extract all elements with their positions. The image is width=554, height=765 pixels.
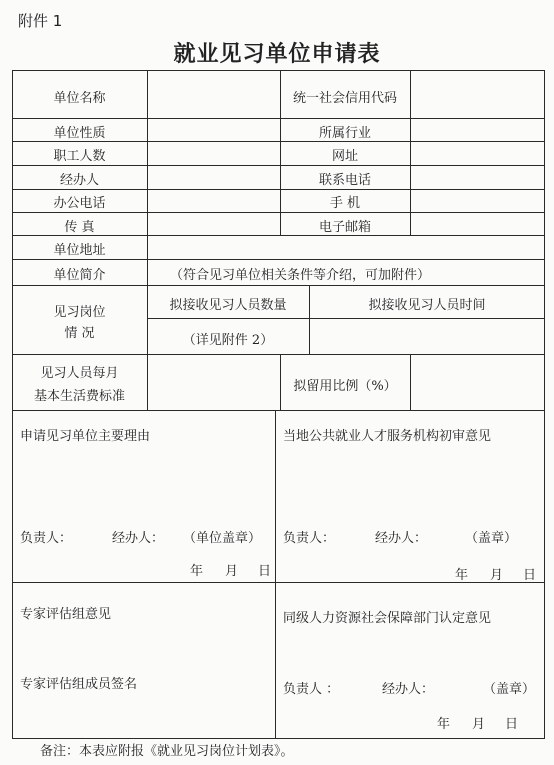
- footnote: 备注：本表应附报《就业见习岗位计划表》。: [40, 744, 294, 759]
- unit-nature-label: 单位性质: [53, 126, 106, 141]
- reason-day: 日: [258, 564, 272, 579]
- intro-label: 单位简介: [53, 268, 106, 283]
- retention-ratio-label: 拟留用比例（%）: [293, 379, 397, 394]
- row-rule: [12, 189, 545, 190]
- credit-code-label: 统一社会信用代码: [292, 91, 397, 106]
- office-phone-label: 办公电话: [53, 196, 106, 211]
- reason-responsible: 负责人：: [20, 531, 73, 546]
- hr-month: 月: [472, 717, 486, 732]
- reason-handler: 经办人：: [112, 531, 165, 546]
- hr-handler: 经办人：: [382, 682, 435, 697]
- table-border-bottom: [12, 738, 545, 739]
- local-handler: 经办人：: [375, 531, 428, 546]
- hr-section-title: 同级人力资源社会保障部门认定意见: [283, 611, 492, 626]
- hr-responsible: 负责人 ：: [283, 682, 340, 697]
- table-border-top: [12, 70, 545, 71]
- col-rule: [410, 354, 411, 410]
- local-day: 日: [523, 568, 537, 583]
- row-rule: [147, 318, 545, 319]
- handler-label: 经办人: [59, 173, 99, 188]
- row-rule: [12, 410, 545, 411]
- reason-year: 年: [190, 564, 204, 579]
- local-seal: （盖章）: [465, 531, 518, 546]
- col-rule: [147, 354, 148, 410]
- hr-seal: （盖章）: [483, 682, 536, 697]
- local-review-title: 当地公共就业人才服务机构初审意见: [283, 429, 492, 444]
- row-rule: [12, 285, 545, 286]
- website-label: 网址: [331, 149, 358, 164]
- intern-count-label: 拟接收见习人员数量: [169, 298, 287, 313]
- col-rule: [147, 70, 148, 285]
- fax-label: 传 真: [64, 220, 95, 235]
- reason-unit-seal: （单位盖章）: [183, 531, 262, 546]
- industry-label: 所属行业: [318, 126, 371, 141]
- attachment-label: 附件 1: [18, 12, 63, 30]
- local-month: 月: [490, 568, 504, 583]
- row-rule: [12, 118, 545, 119]
- contact-phone-label: 联系电话: [318, 173, 371, 188]
- hr-day: 日: [505, 717, 519, 732]
- post-label-line1: 见习岗位: [53, 305, 106, 320]
- see-attachment-note: （详见附件 2）: [182, 333, 274, 348]
- form-title: 就业见习单位申请表: [173, 41, 381, 67]
- post-label-line2: 情 况: [64, 326, 95, 341]
- intern-time-label: 拟接收见习人员时间: [368, 298, 486, 313]
- row-rule: [12, 165, 545, 166]
- row-rule: [12, 235, 545, 236]
- allowance-label-line2: 基本生活费标准: [33, 389, 125, 404]
- local-responsible: 负责人：: [283, 531, 336, 546]
- email-label: 电子邮箱: [318, 220, 371, 235]
- col-rule: [275, 410, 276, 738]
- row-rule: [12, 141, 545, 142]
- reason-month: 月: [225, 564, 239, 579]
- row-rule: [12, 259, 545, 260]
- hr-year: 年: [437, 717, 451, 732]
- table-border-right: [544, 70, 545, 738]
- intro-hint: （符合见习单位相关条件等介绍，可加附件）: [170, 268, 431, 283]
- mobile-label: 手 机: [329, 196, 361, 211]
- reason-section-title: 申请见习单位主要理由: [20, 429, 151, 444]
- col-rule: [410, 70, 411, 235]
- expert-section-title: 专家评估组意见: [20, 607, 112, 622]
- allowance-label-line1: 见习人员每月: [40, 366, 119, 381]
- unit-name-label: 单位名称: [53, 91, 106, 106]
- address-label: 单位地址: [53, 243, 106, 258]
- row-rule: [12, 354, 545, 355]
- expert-sign-label: 专家评估组成员签名: [20, 677, 138, 692]
- staff-count-label: 职工人数: [53, 149, 106, 164]
- local-year: 年: [455, 568, 469, 583]
- row-rule: [12, 212, 545, 213]
